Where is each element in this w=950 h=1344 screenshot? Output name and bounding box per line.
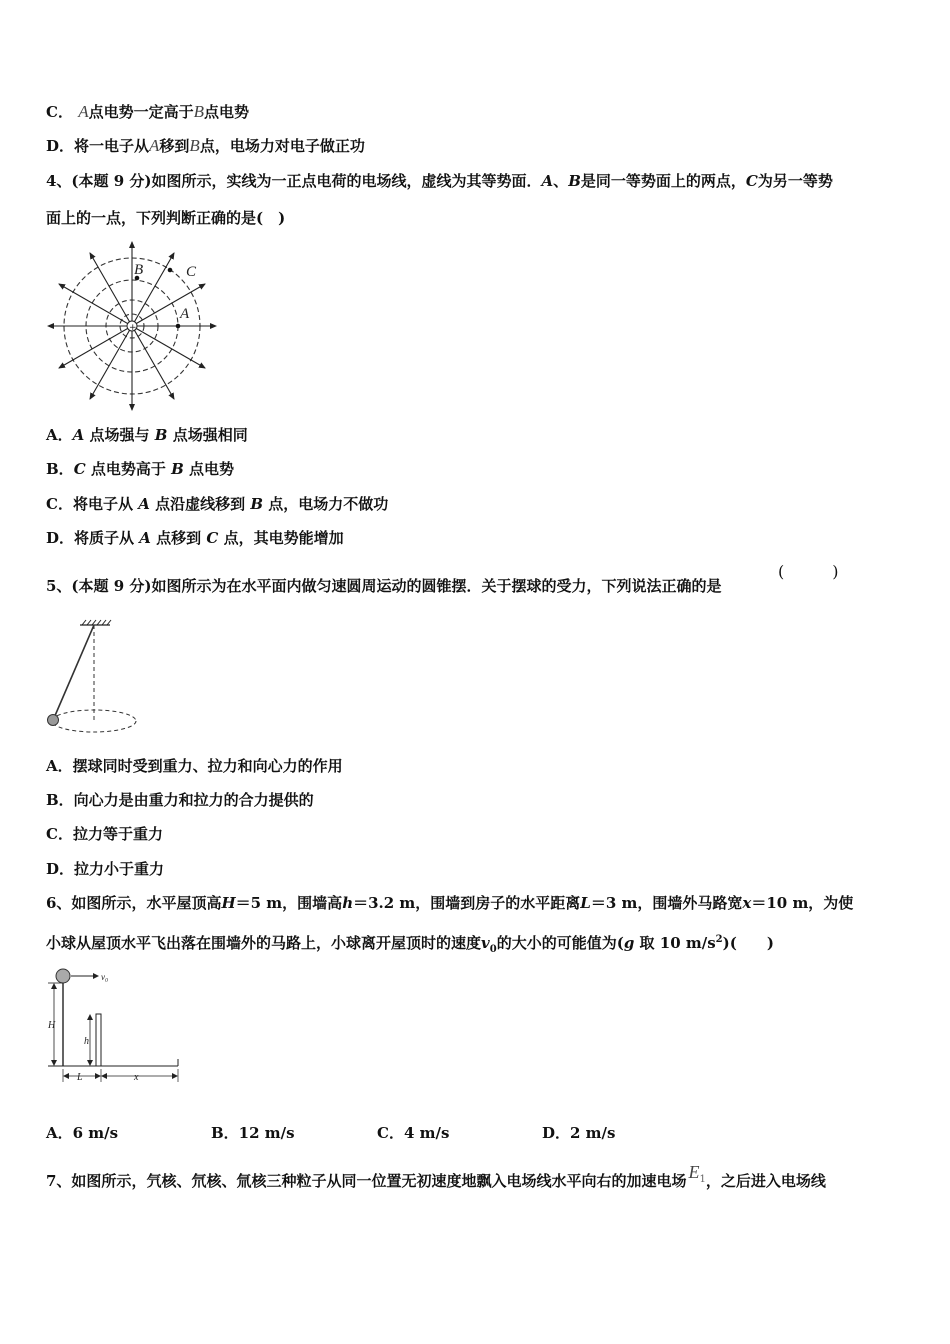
ball (56, 969, 70, 983)
roof-wall-figure (44, 966, 184, 1088)
q5-stem: 5、(本题 9 分)如图所示为在水平面内做匀速圆周运动的圆锥摆．关于摆球的受力，下列说法正确的是 (46, 577, 722, 595)
label-b: B (134, 262, 144, 278)
q3-option-c: C． A点电势一定高于B点电势 (46, 102, 249, 121)
q5-option-a: A．摆球同时受到重力、拉力和向心力的作用 (46, 757, 343, 775)
q6-stem-line2: 小球从屋顶水平飞出落在围墙外的马路上，小球离开屋顶时的速度$v_0$的大小的可能值为(g 取 10 $m/s^2$)( ) (46, 934, 774, 955)
svg-text:L: L (77, 1072, 83, 1083)
svg-text:h: h (84, 1036, 89, 1047)
electric-field-figure (46, 240, 218, 412)
q6-option-a: A．6 m/s (46, 1124, 119, 1142)
wall (96, 1014, 101, 1066)
q4-option-c: C．将电子从 A 点沿虚线移到 B 点，电场力不做功 (46, 495, 389, 513)
q5-option-c: C．拉力等于重力 (46, 825, 163, 843)
label-c: C (186, 264, 197, 280)
q4-option-a: A．A 点场强与 B 点场强相同 (46, 426, 248, 444)
point-c (168, 268, 173, 273)
svg-text:x: x (134, 1072, 139, 1083)
conical-pendulum-figure (44, 616, 144, 738)
q6-option-b: B．12 m/s (211, 1124, 295, 1142)
q3-option-d: D．将一电子从A移到B点，电场力对电子做正功 (46, 136, 365, 155)
label-a: A (180, 306, 190, 322)
q5-answer-paren: ( ) (778, 562, 839, 581)
svg-text:v₀: v₀ (101, 972, 109, 982)
q4-option-b: B．C 点电势高于 B 点电势 (46, 460, 235, 478)
q5-option-b: B．向心力是由重力和拉力的合力提供的 (46, 791, 314, 809)
pendulum-ball (48, 715, 59, 726)
svg-text:H: H (48, 1020, 56, 1031)
q5-option-d: D．拉力小于重力 (46, 860, 165, 878)
q4-option-d: D．将质子从 A 点移到 C 点，其电势能增加 (46, 529, 344, 547)
q4-stem-line2: 面上的一点，下列判断正确的是( ) (46, 209, 286, 227)
q7-stem-line1: 7、如图所示，氕核、氘核、氚核三种粒子从同一位置无初速度地飘入电场线水平向右的加速电场 $E_1$，之后进入电场线 (46, 1162, 826, 1190)
q6-option-d: D．2 m/s (542, 1124, 616, 1142)
q6-stem-line1: 6、如图所示，水平屋顶高H＝5 m，围墙高h＝3.2 m，围墙到房子的水平距离L＝3 m，围墙外马路宽x＝10 m，为使 (46, 894, 854, 912)
point-a (176, 324, 181, 329)
svg-text:+: + (129, 323, 137, 333)
q4-stem-line1: 4、(本题 9 分)如图所示，实线为一正点电荷的电场线，虚线为其等势面．A、B是同一等势面上的两点，C为另一等势 (46, 172, 833, 190)
q6-option-c: C．4 m/s (377, 1124, 450, 1142)
